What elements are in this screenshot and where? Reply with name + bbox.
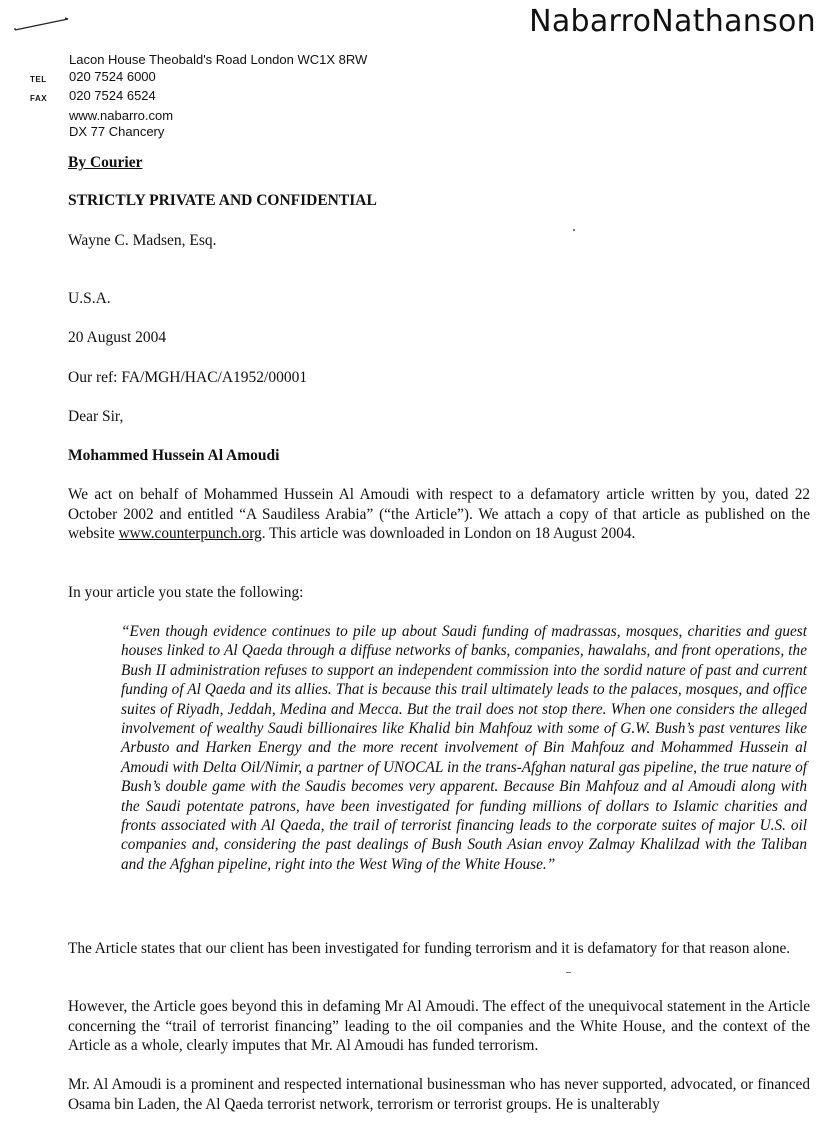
confidentiality-heading: STRICTLY PRIVATE AND CONFIDENTIAL: [68, 192, 377, 209]
tel-label: TEL: [30, 74, 47, 84]
delivery-method: By Courier: [68, 154, 143, 171]
paragraph-introduction: We act on behalf of Mohammed Hussein Al Amoudi with respect to a defamatory article written by you, dated 22 October 2002 and entitled “A Saudiless Arabia” (“the Article”). We attach a copy of that article as published on the website www.counterpunch.org. This article was downloaded in London on 18 August 2004.: [68, 486, 810, 542]
paragraph-imputation: However, the Article goes beyond this in defaming Mr Al Amoudi. The effect of the unequivocal statement in the Article concerning the “trail of terrorist financing” leading to the oil companies and the White House, and the context of the Article as a whole, clearly imputes that Mr. Al Amoudi has funded terrorism.: [68, 998, 810, 1054]
firm-logo: NabarroNathanson: [529, 4, 816, 39]
article-quotation: “Even though evidence continues to pile up about Saudi funding of madrassas, mosques, charities and guest houses linked to Al Qaeda through a diffuse networks of banks, companies, hawalahs, and front operations, the Bush II administration refuses to support an independent commission into the sordid nature of past and current funding of Al Qaeda and its allies. That is because this trail ultimately leads to the palaces, mosques, and office suites of Riyadh, Jeddah, Medina and Mecca. But the trail does not stop there. When one considers the alleged involvement of wealthy Saudi billionaires like Khalid bin Mahfouz with some of G.W. Bush’s past ventures like Arbusto and Harken Energy and the more recent involvement of Bin Mahfouz and Mohammed Hussein al Amoudi with Delta Oil/Nimir, a partner of UNOCAL in the trans-Afghan natural gas pipeline, the true nature of Bush’s double game with the Saudis becomes very apparent. Because Bin Mahfouz and al Amoudi along with the Saudi potentate patrons, have been investigated for funding millions of dollars to Islamic charities and fronts associated with Al Qaeda, the trail of terrorist financing leads to the corporate suites of major U.S. oil companies and, considering the past dealings of Bush South Asian envoy Zalmay Khalilzad with the Taliban and the Afghan pipeline, right into the West Wing of the White House.”: [121, 623, 807, 873]
recipient-name: Wayne C. Madsen, Esq.: [68, 232, 217, 249]
tel-number: 020 7524 6000: [69, 68, 156, 84]
subject-heading: Mohammed Hussein Al Amoudi: [68, 447, 280, 464]
paragraph-defamation-claim: The Article states that our client has been investigated for funding terrorism and it is defamatory for that reason alone.: [68, 940, 791, 957]
letter-date: 20 August 2004: [68, 329, 167, 346]
recipient-country: U.S.A.: [68, 290, 111, 307]
salutation: Dear Sir,: [68, 408, 124, 425]
paragraph-quote-intro: In your article you state the following:: [68, 584, 304, 601]
scan-speck: [573, 229, 575, 231]
letterhead-address-block: [30, 52, 367, 141]
dx-address: DX 77 Chancery: [69, 124, 165, 139]
firm-address: Lacon House Theobald's Road London WC1X 8RW: [69, 52, 368, 67]
reference-number: Our ref: FA/MGH/HAC/A1952/00001: [68, 369, 308, 386]
paragraph-client-character: Mr. Al Amoudi is a prominent and respected international businessman who has never supported, advocated, or financed Osama bin Laden, the Al Qaeda terrorist network, terrorism or terrorist groups. He is unalterably: [68, 1076, 810, 1113]
pen-mark-icon: [12, 14, 72, 34]
firm-website[interactable]: www.nabarro.com: [69, 107, 174, 123]
fax-number: 020 7524 6524: [69, 88, 156, 103]
scan-speck: [566, 972, 571, 973]
counterpunch-link[interactable]: www.counterpunch.org: [118, 525, 262, 542]
fax-label: FAX: [30, 94, 48, 103]
